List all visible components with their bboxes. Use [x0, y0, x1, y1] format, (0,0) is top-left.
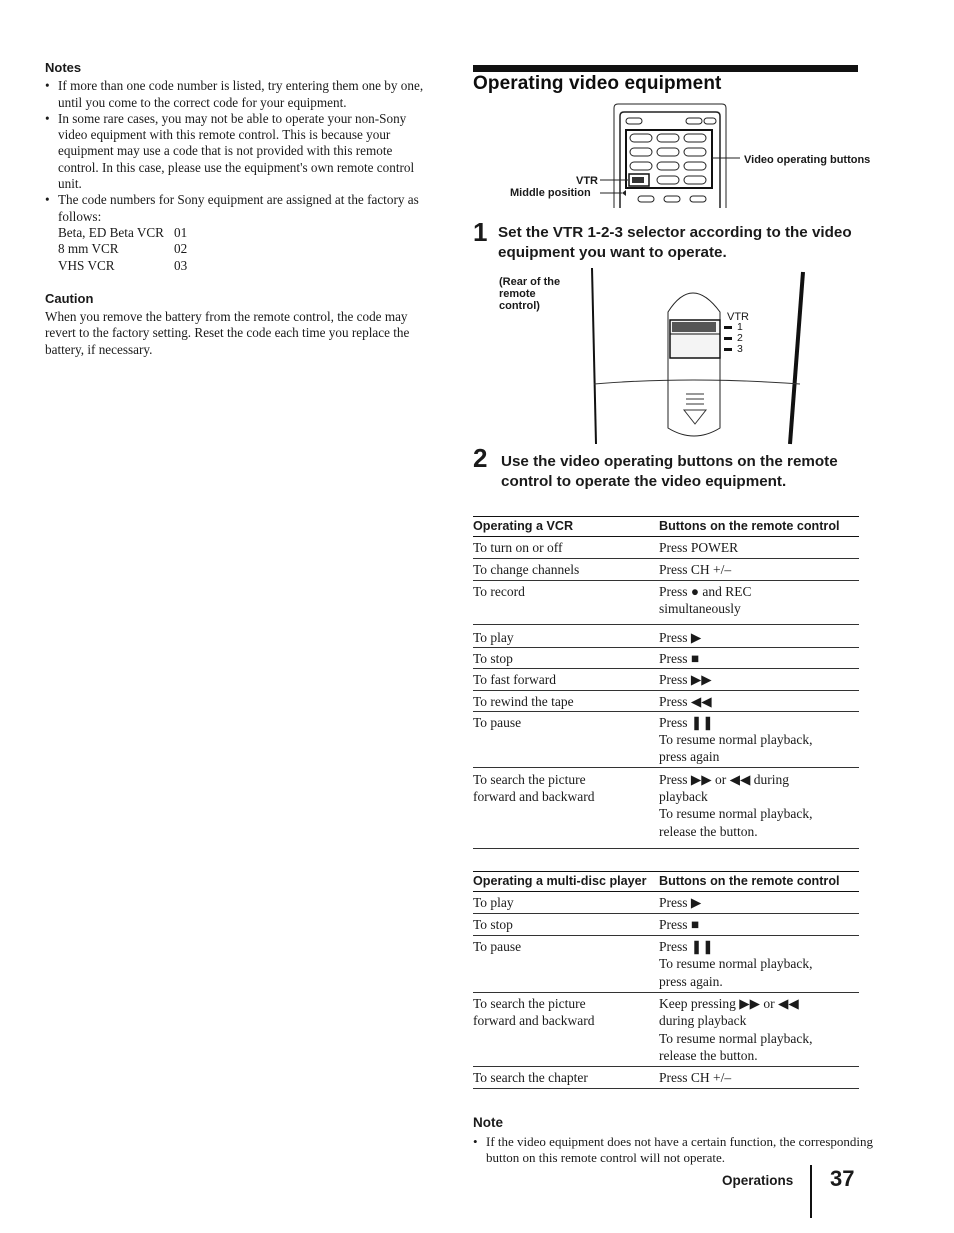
table-cell-action: [473, 916, 659, 933]
table-cell-button: [659, 1069, 859, 1086]
note-heading: Note: [473, 1115, 503, 1130]
step-2-text: Use the video operating buttons on the remote control to operate the video equipment.: [501, 453, 838, 490]
vtr-selector-illustration: [590, 268, 810, 446]
code-row: [58, 241, 435, 257]
section-rule: [473, 65, 858, 72]
vcr-col2-header: Buttons on the remote control: [659, 519, 840, 533]
note-bullet: • If the video equipment does not have a certain function, the corresponding button on this remote control will not operate.: [473, 1134, 873, 1166]
table-row: [473, 581, 859, 625]
code-number: 02: [174, 241, 188, 257]
middle-position-label: Middle position: [510, 187, 591, 199]
disc-table-body: [473, 892, 859, 1090]
cell-text: Press ◀◀: [659, 693, 712, 709]
cell-text: To change channels: [473, 561, 580, 577]
vtr-label: VTR: [576, 175, 598, 187]
table-cell-action: [473, 671, 659, 688]
cell-text: To rewind the tape: [473, 693, 574, 709]
notes-heading: Notes: [45, 60, 82, 75]
code-equipment: Beta, ED Beta VCR: [58, 224, 164, 240]
table-cell-button: [659, 714, 859, 766]
code-row: [58, 225, 435, 241]
table-cell-button: [659, 771, 859, 840]
cell-text: To pause: [473, 939, 522, 955]
video-operating-buttons-label: Video operating buttons: [744, 154, 871, 166]
cell-text: release the button.: [659, 823, 758, 839]
cell-text: Press ▶: [659, 629, 702, 645]
rear-of-remote-label: (Rear of the remote control): [499, 276, 561, 312]
table-row: [473, 712, 859, 768]
footer-section-label: Operations: [722, 1173, 794, 1188]
cell-text: To resume normal playback,: [659, 1030, 813, 1046]
disc-col1-header: Operating a multi-disc player: [473, 874, 647, 888]
cell-text: To resume normal playback,: [659, 806, 813, 822]
table-cell-action: [473, 629, 659, 646]
note-body: [473, 1134, 873, 1166]
selector-position-2: 2: [737, 332, 743, 344]
note-list: [473, 1134, 873, 1166]
vcr-table: [473, 516, 859, 849]
cell-text: press again.: [659, 973, 723, 989]
cell-text: To stop: [473, 650, 513, 666]
remote-top-illustration: [600, 100, 740, 208]
cell-text: To resume normal playback,: [659, 956, 813, 972]
cell-text: Press POWER: [659, 539, 739, 555]
cell-text: forward and backward: [473, 1013, 595, 1029]
factory-codes: [58, 225, 435, 274]
page-number: 37: [830, 1166, 855, 1191]
selector-position-1: 1: [737, 321, 743, 333]
cell-text: playback: [659, 789, 708, 805]
cell-text: Press ■: [659, 650, 700, 666]
caution-heading: Caution: [45, 290, 94, 306]
table-cell-button: [659, 561, 859, 578]
note-bullet-1: • If more than one code number is listed, try entering them one by one, until you come to the correct code for your equipment.: [45, 78, 435, 111]
table-row: [473, 1067, 859, 1089]
note-bullet-2: • In some rare cases, you may not be able to operate your non-Sony video equipment with this remote control. This is because your equipment may use a code that is not provided with this remote control. In this case, please use the equipment's own remote control unit.: [45, 111, 435, 192]
table-cell-button: [659, 539, 859, 556]
cell-text: To search the chapter: [473, 1070, 588, 1086]
table-row: [473, 936, 859, 993]
table-row: [473, 691, 859, 712]
table-row: [473, 669, 859, 690]
table-row: [473, 648, 859, 669]
table-cell-action: [473, 771, 659, 840]
cell-text: Keep pressing ▶▶ or ◀◀: [659, 995, 799, 1011]
cell-text: To search the picture: [473, 995, 586, 1011]
cell-text: Press ❚❚: [659, 714, 714, 730]
table-cell-button: [659, 894, 859, 911]
cell-text: Press ❚❚: [659, 939, 714, 955]
cell-text: Press ● and REC: [659, 584, 752, 600]
note-bullet-3: • The code numbers for Sony equipment are assigned at the factory as follows:: [45, 192, 435, 225]
table-cell-action: [473, 539, 659, 556]
cell-text: To record: [473, 584, 525, 600]
table-cell-action: [473, 938, 659, 990]
cell-text: To pause: [473, 714, 522, 730]
step-1-number: 1: [473, 217, 488, 247]
selector-vtr-label: VTR: [727, 311, 749, 323]
cell-text: Press ▶: [659, 894, 702, 910]
table-cell-button: [659, 916, 859, 933]
vcr-table-header: [473, 516, 859, 537]
footer-divider: [810, 1165, 812, 1218]
table-cell-action: [473, 650, 659, 667]
table-cell-button: [659, 650, 859, 667]
disc-col2-header: Buttons on the remote control: [659, 874, 840, 888]
selector-position-3: 3: [737, 343, 743, 355]
table-cell-action: [473, 561, 659, 578]
table-cell-action: [473, 583, 659, 618]
code-number: 01: [174, 224, 188, 240]
cell-text: release the button.: [659, 1047, 758, 1063]
code-equipment: 8 mm VCR: [58, 241, 119, 257]
cell-text: To play: [473, 894, 514, 910]
left-column: [45, 60, 435, 358]
table-cell-action: [473, 1069, 659, 1086]
cell-text: Press CH +/–: [659, 561, 732, 577]
cell-text: To turn on or off: [473, 539, 563, 555]
table-row: [473, 892, 859, 914]
caution-text: When you remove the battery from the remote control, the code may revert to the factory setting. Reset the code each time you replace the battery, if necessary.: [45, 309, 410, 357]
vcr-col1-header: Operating a VCR: [473, 519, 574, 533]
cell-text: Press ▶▶: [659, 672, 712, 688]
cell-text: Press ■: [659, 916, 700, 932]
cell-text: Press CH +/–: [659, 1070, 732, 1086]
code-row: [58, 258, 435, 274]
disc-table-header: [473, 871, 859, 892]
table-cell-button: [659, 693, 859, 710]
cell-text: To fast forward: [473, 672, 557, 688]
table-cell-action: [473, 693, 659, 710]
cell-text: To search the picture: [473, 771, 586, 787]
table-cell-action: [473, 995, 659, 1064]
step-2-number: 2: [473, 443, 488, 473]
cell-text: press again: [659, 749, 720, 765]
cell-text: forward and backward: [473, 789, 595, 805]
cell-text: To resume normal playback,: [659, 732, 813, 748]
table-cell-button: [659, 583, 859, 618]
step-1-text: Set the VTR 1-2-3 selector according to the video equipment you want to operate.: [498, 224, 852, 261]
vcr-table-body: [473, 537, 859, 849]
table-row: [473, 914, 859, 936]
cell-text: To stop: [473, 916, 513, 932]
notes-list: [45, 78, 435, 225]
table-cell-button: [659, 671, 859, 688]
table-row: [473, 625, 859, 648]
table-row: [473, 993, 859, 1067]
table-cell-action: [473, 714, 659, 766]
table-cell-button: [659, 629, 859, 646]
table-cell-button: [659, 995, 859, 1064]
section-title: Operating video equipment: [473, 73, 722, 94]
cell-text: simultaneously: [659, 601, 741, 617]
disc-table: [473, 871, 859, 1089]
cell-text: during playback: [659, 1013, 747, 1029]
code-equipment: VHS VCR: [58, 257, 115, 273]
table-row: [473, 537, 859, 559]
code-number: 03: [174, 257, 188, 273]
cell-text: Press ▶▶ or ◀◀ during: [659, 771, 790, 787]
table-row: [473, 559, 859, 581]
cell-text: To play: [473, 629, 514, 645]
table-cell-action: [473, 894, 659, 911]
table-cell-button: [659, 938, 859, 990]
table-row: [473, 768, 859, 849]
